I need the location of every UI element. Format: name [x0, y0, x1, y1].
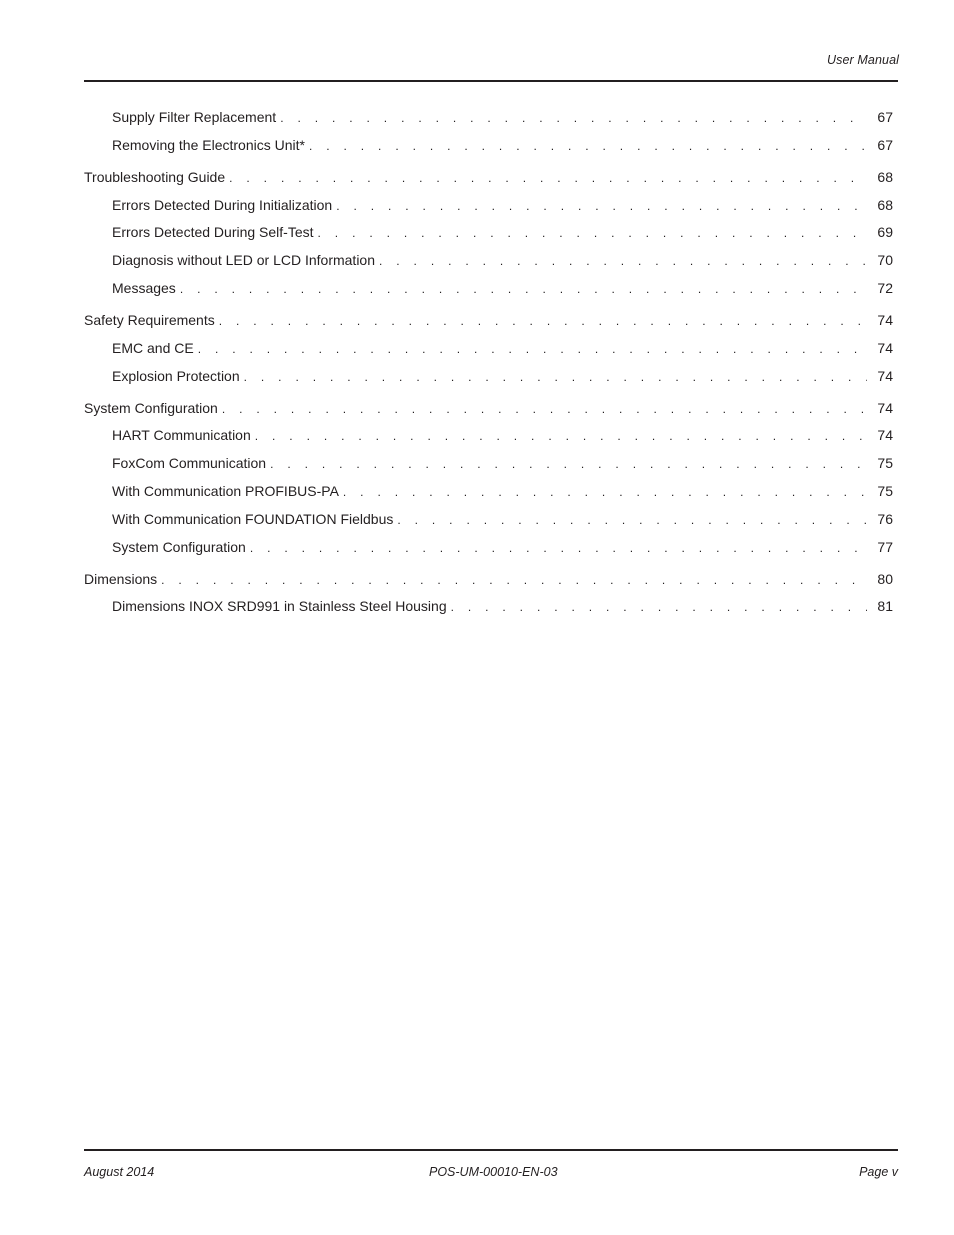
toc-entry-title: Errors Detected During Self-Test: [112, 224, 314, 241]
toc-dot-leader: [318, 220, 867, 248]
toc-entry[interactable]: [84, 275, 893, 303]
toc-page-number: 74: [877, 311, 893, 328]
toc-section-entry[interactable]: [84, 307, 893, 335]
toc-dot-leader: [343, 479, 867, 507]
toc-dot-leader: [180, 276, 867, 304]
toc-entry-title: System Configuration: [112, 538, 246, 555]
toc-dot-leader: [379, 248, 867, 276]
toc-dot-leader: [270, 451, 867, 479]
toc-dot-leader: [397, 507, 867, 535]
toc-section-title: System Configuration: [84, 399, 218, 416]
toc-dot-leader: [250, 535, 867, 563]
toc-page-number: 67: [877, 109, 893, 125]
toc-entry-title: Supply Filter Replacement: [112, 109, 277, 125]
toc-page-number: 68: [877, 168, 893, 185]
toc-entry[interactable]: [84, 363, 893, 391]
toc-entry-title: Dimensions INOX SRD991 in Stainless Steel Housing: [112, 598, 447, 615]
toc-section-title: Troubleshooting Guide: [84, 168, 226, 185]
running-header-title: User Manual: [827, 53, 899, 67]
toc-dot-leader: [309, 133, 867, 161]
toc-entry[interactable]: [84, 506, 893, 534]
footer-document-id: POS-UM-00010-EN-03: [429, 1165, 558, 1179]
toc-entry-title: Messages: [112, 279, 176, 296]
toc-entry[interactable]: [84, 247, 893, 275]
toc-section-entry[interactable]: [84, 164, 893, 192]
toc-page-number: 70: [877, 252, 893, 269]
toc-entry[interactable]: [84, 422, 893, 450]
toc-entry[interactable]: [84, 478, 893, 506]
footer-date: August 2014: [84, 1165, 155, 1179]
toc-section-title: Safety Requirements: [84, 311, 215, 328]
toc-entry[interactable]: [84, 132, 893, 160]
toc-entry-title: Errors Detected During Initialization: [112, 196, 333, 213]
toc-entry[interactable]: [84, 219, 893, 247]
toc-entry[interactable]: [84, 534, 893, 562]
toc-page-number: 68: [877, 196, 893, 213]
toc-entry-title: Diagnosis without LED or LCD Information: [112, 252, 376, 269]
toc-page-number: 74: [877, 339, 893, 356]
toc-dot-leader: [222, 396, 867, 424]
toc-entry-title: EMC and CE: [112, 339, 194, 356]
toc-page-number: 76: [877, 510, 893, 527]
toc-page-number: 74: [877, 399, 893, 416]
header-rule: [84, 80, 898, 82]
toc-dot-leader: [161, 567, 867, 595]
toc-section-title: Dimensions: [84, 570, 158, 587]
toc-page-number: 74: [877, 427, 893, 444]
toc-dot-leader: [280, 105, 867, 133]
toc-entry[interactable]: [84, 450, 893, 478]
toc-dot-leader: [229, 165, 867, 193]
toc-dot-leader: [198, 336, 867, 364]
toc-entry[interactable]: [84, 192, 893, 220]
toc-page-number: 75: [877, 482, 893, 499]
toc-dot-leader: [336, 193, 867, 221]
toc-entry[interactable]: [84, 593, 893, 621]
toc-page-number: 69: [877, 224, 893, 241]
toc-page-number: 67: [877, 136, 893, 153]
toc-page-number: 80: [877, 570, 893, 587]
toc-section-entry[interactable]: [84, 395, 893, 423]
toc-entry-title: With Communication PROFIBUS-PA: [112, 482, 339, 499]
footer-rule: [84, 1149, 898, 1151]
toc-dot-leader: [255, 423, 867, 451]
footer-page-number: Page v: [859, 1165, 898, 1179]
toc-entry-title: HART Communication: [112, 427, 251, 444]
toc-page-number: 77: [877, 538, 893, 555]
table-of-contents: [84, 104, 893, 621]
toc-page-number: 72: [877, 279, 893, 296]
toc-entry[interactable]: [84, 104, 893, 132]
toc-dot-leader: [451, 594, 867, 622]
toc-entry-title: With Communication FOUNDATION Fieldbus: [112, 510, 394, 527]
toc-page-number: 75: [877, 455, 893, 472]
toc-entry-title: FoxCom Communication: [112, 455, 267, 472]
toc-page-number: 81: [877, 598, 893, 615]
toc-page-number: 74: [877, 367, 893, 384]
toc-dot-leader: [219, 308, 867, 336]
toc-entry[interactable]: [84, 335, 893, 363]
toc-section-entry[interactable]: [84, 566, 893, 594]
toc-dot-leader: [244, 364, 867, 392]
toc-entry-title: Removing the Electronics Unit*: [112, 136, 305, 153]
toc-entry-title: Explosion Protection: [112, 367, 240, 384]
